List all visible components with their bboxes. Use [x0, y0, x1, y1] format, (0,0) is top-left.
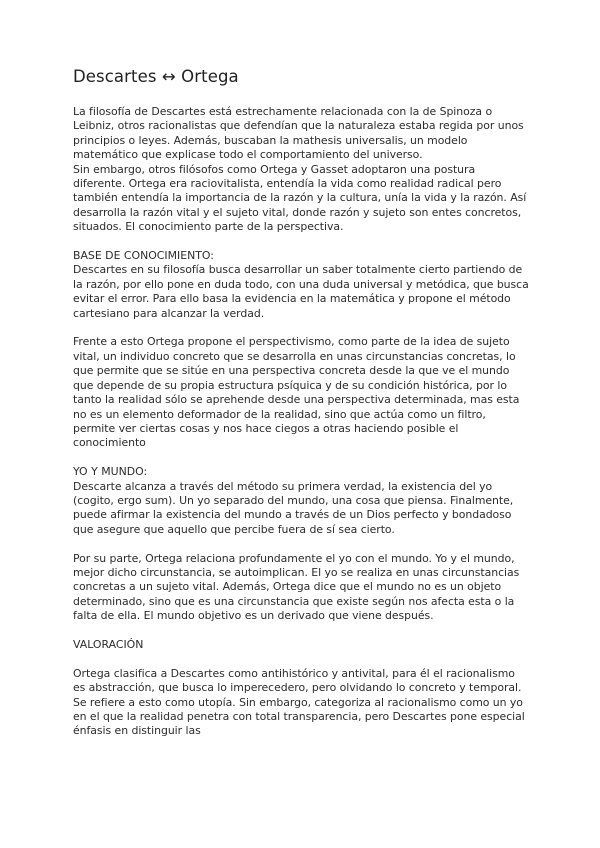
- intro-paragraph-1: La filosofía de Descartes está estrechamente relacionada con la de Spinoza o Leibniz, otros racionalistas que defendían que la naturaleza estaba regida por unos principios o leyes. Además, buscaban la mathesis universalis, un modelo matemático que explicase todo el comportamiento del universo.: [73, 105, 524, 162]
- page-title: Descartes ↔ Ortega: [73, 67, 239, 86]
- spacer: [73, 537, 529, 551]
- section3-paragraph-1: Ortega clasifica a Descartes como antihistórico y antivital, para él el racionalismo es abstracción, que busca lo imperecedero, pero olvidando lo concreto y temporal. Se refiere a esto como utopía. Sin embargo, categoriza al racionalismo como un yo en el que la realidad penetra con total transparencia, pero Descartes pone especial énfasis en distinguir las: [73, 666, 525, 738]
- document-content: [73, 66, 529, 739]
- section1-paragraph-2: Frente a esto Ortega propone el perspectivismo, como parte de la idea de sujeto vital, un individuo concreto que se desarrolla en unas circunstancias concretas, lo que permite que se sitúe en una perspectiva concreta desde la que ve el mundo que depende de su propia estructura psíquica y de su condición histórica, por lo tanto la realidad sólo se aprehende desde una perspectiva determinada, mas esta no es un elemento deformador de la realidad, sino que actúa como un filtro, permite ver ciertas cosas y nos hace ciegos a otras haciendo posible el conocimiento: [73, 335, 520, 450]
- section2-paragraph-2: Por su parte, Ortega relaciona profundamente el yo con el mundo. Yo y el mundo, mejor dicho circunstancia, se autoimplican. El yo se realiza en unas circunstancias concretas a un sujeto vital. Además, Ortega dice que el mundo no es un objeto determinado, sino que es una circunstancia que existe según nos afecta esta o la falta de ella. El mundo objetivo es un derivado que viene después.: [73, 551, 520, 623]
- intro-paragraph-2: Sin embargo, otros filósofos como Ortega y Gasset adoptaron una postura diferente. Ortega era raciovitalista, entendía la vida como realidad radical pero también entendía la importancia de la razón y la cultura, unía la vida y la razón. Así desarrolla la razón vital y el sujeto vital, donde razón y sujeto son entes concretos, situados. El conocimiento parte de la perspectiva.: [73, 162, 527, 234]
- section1-paragraph-1: Descartes en su filosofía busca desarrollar un saber totalmente cierto partiendo de la razón, por ello pone en duda todo, con una duda universal y metódica, que busca evitar el error. Para ello basa la evidencia en la matemática y propone el método cartesiano para alcanzar la verdad.: [73, 263, 529, 320]
- spacer: [73, 235, 529, 249]
- spacer: [73, 451, 529, 465]
- section-heading-base-conocimiento: BASE DE CONOCIMIENTO:: [73, 249, 214, 263]
- section2-paragraph-1: Descarte alcanza a través del método su primera verdad, la existencia del yo (cogito, ergo sum). Un yo separado del mundo, una cosa que piensa. Finalmente, puede afirmar la existencia del mundo a través de un Dios perfecto y bondadoso que asegure que aquello que percibe fuera de sí sea cierto.: [73, 479, 514, 536]
- section-heading-valoracion: VALORACIÓN: [73, 637, 144, 651]
- section-heading-yo-y-mundo: YO Y MUNDO:: [73, 465, 148, 479]
- spacer: [73, 321, 529, 335]
- spacer: [73, 652, 529, 666]
- spacer: [73, 624, 529, 638]
